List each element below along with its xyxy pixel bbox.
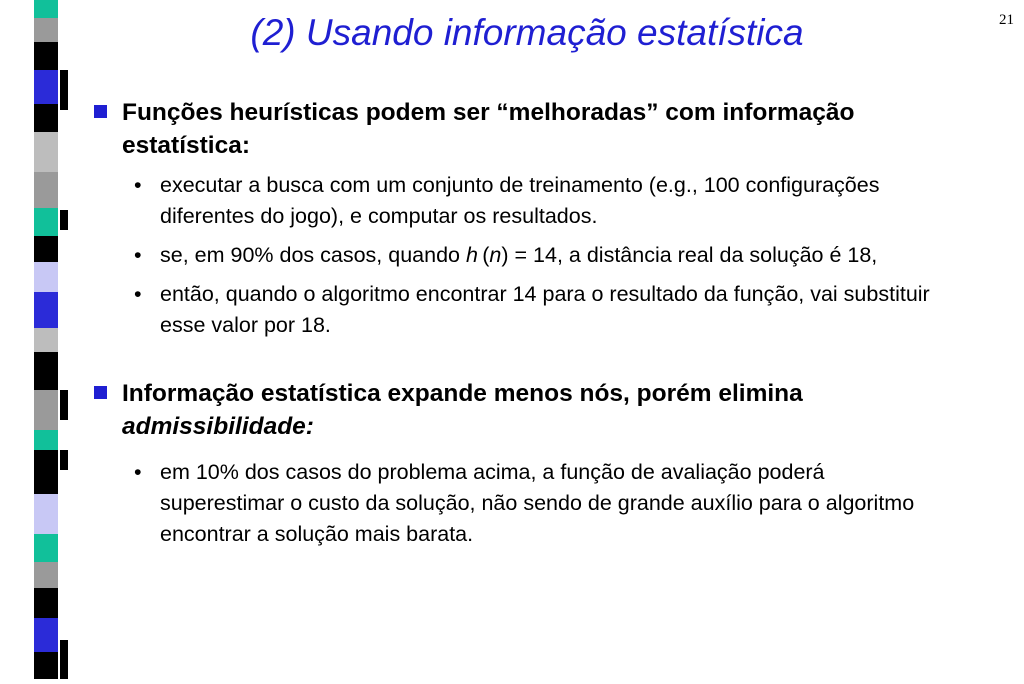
sub-bullet-1-2-pre: se, em 90% dos casos, quando: [160, 243, 466, 267]
sub-bullet-2-1-text: em 10% dos casos do problema acima, a função de avaliação poderá superestimar o custo da solução, não sendo de grande auxílio para o algoritmo encontrar a solução mais barata.: [160, 460, 915, 546]
slide-title: (2) Usando informação estatística: [250, 12, 804, 53]
bullet-2-italic: admissibilidade:: [122, 413, 314, 440]
formula-n: n: [489, 243, 502, 267]
slide-body: [92, 96, 952, 550]
decorative-stripe: [0, 0, 75, 679]
sub-bullet-1-3-text: então, quando o algoritmo encontrar 14 para o resultado da função, vai substituir esse valor por 18.: [160, 282, 930, 337]
dot-bullet-icon: •: [134, 173, 142, 197]
dot-bullet-icon: •: [134, 243, 142, 267]
bullet-2: [92, 377, 952, 443]
sub-bullet-2-1: [92, 457, 952, 550]
square-bullet-icon: [94, 105, 107, 118]
page-number: 21: [999, 12, 1014, 28]
bullet-1-text: Funções heurísticas podem ser “melhoradas” com informação estatística:: [122, 99, 855, 159]
stripe-blocks: [0, 0, 75, 679]
formula-h: h: [465, 243, 478, 267]
sub-bullet-1-1: [92, 170, 952, 232]
dot-bullet-icon: •: [134, 282, 142, 306]
square-bullet-icon: [94, 386, 107, 399]
sub-bullet-1-1-text: executar a busca com um conjunto de treinamento (e.g., 100 configurações diferentes do jogo), e computar os resultados.: [160, 173, 880, 228]
dot-bullet-icon: •: [134, 460, 142, 484]
sub-bullet-1-3: [92, 279, 952, 341]
sub-bullet-1-2: • se, em 90% dos casos, quando h (n) = 14, a distância real da solução é 18,: [92, 240, 952, 271]
sub-bullet-1-2-post: = 14, a distância real da solução é 18,: [508, 243, 878, 267]
bullet-2-text: Informação estatística expande menos nós, porém elimina: [122, 380, 803, 407]
bullet-1: [92, 96, 952, 162]
